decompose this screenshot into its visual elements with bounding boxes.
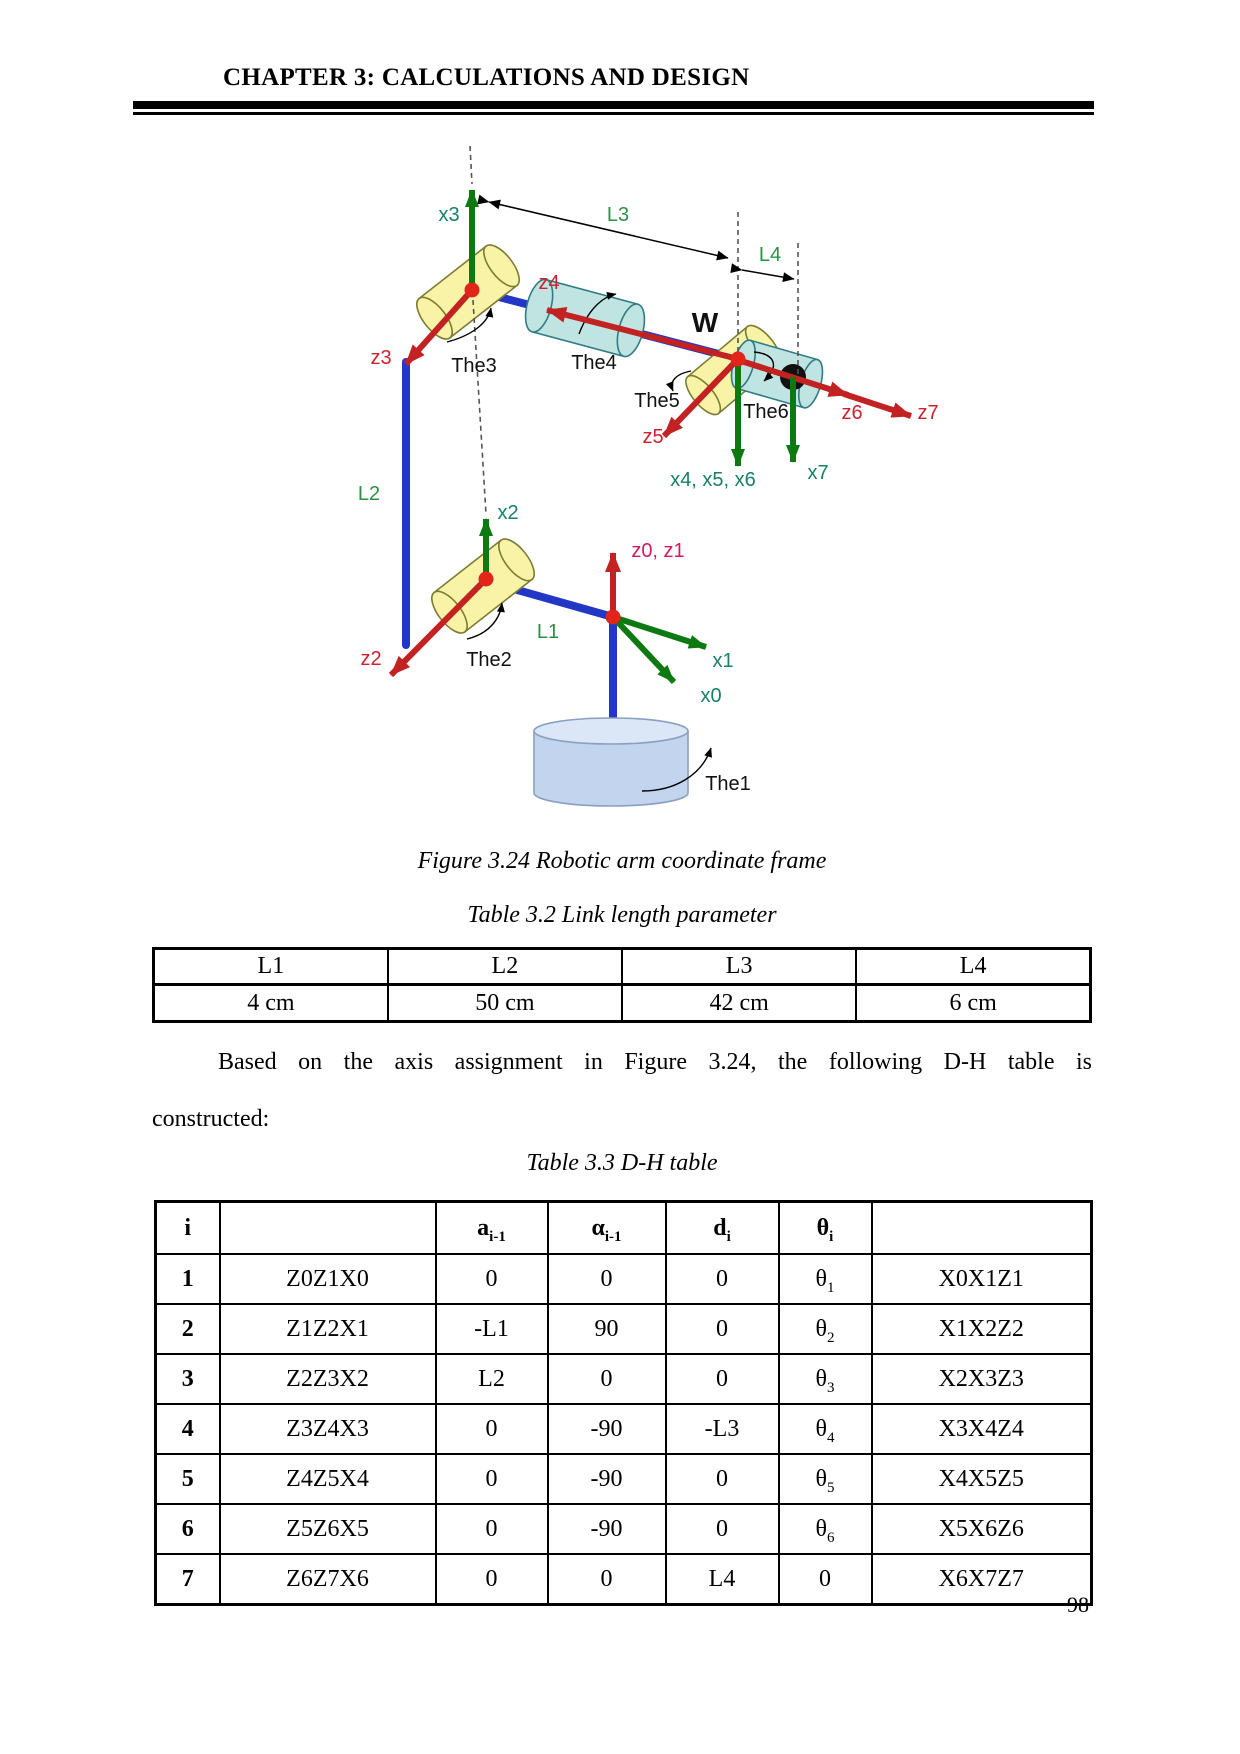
dh-header-theta-sub: i <box>829 1228 834 1245</box>
link-length-header-row <box>154 949 1091 985</box>
dh-header-theta <box>779 1202 872 1255</box>
dh-header-row <box>156 1202 1092 1255</box>
link-length-table <box>152 947 1092 1023</box>
label-x1: x1 <box>712 650 734 672</box>
dh-cell: -90 <box>548 1454 666 1504</box>
label-L4: L4 <box>758 244 782 266</box>
dh-cell: Z6Z7X6 <box>220 1554 436 1605</box>
link-length-value-row <box>154 985 1091 1022</box>
dh-header-d-sub: i <box>726 1228 731 1245</box>
theta-base: θ <box>815 1365 827 1392</box>
table-3-3-caption: Table 3.3 D-H table <box>526 1150 718 1176</box>
dh-cell: 0 <box>436 1404 548 1454</box>
dh-cell: Z1Z2X1 <box>220 1304 436 1354</box>
label-the2: The2 <box>466 649 512 671</box>
dh-cell: 0 <box>666 1454 779 1504</box>
dh-cell: X5X6Z6 <box>872 1504 1092 1554</box>
dh-cell: 0 <box>548 1254 666 1304</box>
dh-header-d-base: d <box>713 1214 727 1241</box>
chapter-title: CHAPTER 3: CALCULATIONS AND DESIGN <box>223 64 750 91</box>
t32-value-L2: 50 cm <box>388 985 622 1022</box>
t32-value-L1: 4 cm <box>154 985 388 1022</box>
dh-header-theta-base: θ <box>816 1214 830 1241</box>
t32-header-L1: L1 <box>154 949 388 985</box>
dh-cell: -90 <box>548 1404 666 1454</box>
label-L1: L1 <box>536 621 560 643</box>
theta-sub: 6 <box>827 1529 835 1546</box>
robot-base <box>534 718 688 806</box>
dh-header-i: i <box>156 1202 220 1255</box>
label-z2: z2 <box>360 648 382 670</box>
t32-header-L4: L4 <box>856 949 1090 985</box>
label-z0-z1: z0, z1 <box>631 540 685 562</box>
dh-cell: 5 <box>156 1454 220 1504</box>
theta-sub: 4 <box>827 1429 835 1446</box>
dh-cell: X4X5Z5 <box>872 1454 1092 1504</box>
paragraph-line-2: constructed: <box>152 1106 270 1132</box>
label-x0: x0 <box>700 685 722 707</box>
dh-cell: 0 <box>548 1554 666 1605</box>
dimension-lines <box>489 202 794 279</box>
dh-cell-theta <box>779 1304 872 1354</box>
table-3-2-caption: Table 3.2 Link length parameter <box>467 902 777 928</box>
dh-header-a-base: a <box>477 1214 490 1241</box>
dh-cell: 3 <box>156 1354 220 1404</box>
dh-row-5 <box>156 1454 1092 1504</box>
dh-cell: 7 <box>156 1554 220 1605</box>
dh-header-alpha-sub: i-1 <box>604 1228 622 1245</box>
t32-header-L2: L2 <box>388 949 622 985</box>
dh-cell: L2 <box>436 1354 548 1404</box>
dh-cell: X2X3Z3 <box>872 1354 1092 1404</box>
dh-cell: X0X1Z1 <box>872 1254 1092 1304</box>
dh-row-6 <box>156 1504 1092 1554</box>
label-z4: z4 <box>538 272 560 294</box>
theta-base: θ <box>815 1315 827 1342</box>
t32-value-L3: 42 cm <box>622 985 856 1022</box>
dh-cell: Z0Z1X0 <box>220 1254 436 1304</box>
dh-row-7 <box>156 1554 1092 1605</box>
body-paragraph <box>152 1034 1092 1148</box>
label-L3: L3 <box>606 204 630 226</box>
dh-cell: Z3Z4X3 <box>220 1404 436 1454</box>
dh-header-alpha-base: α <box>591 1214 605 1241</box>
theta-sub: 1 <box>827 1279 835 1296</box>
dh-cell: 6 <box>156 1504 220 1554</box>
dh-cell-theta <box>779 1504 872 1554</box>
theta-base: 0 <box>819 1565 831 1592</box>
theta-base: θ <box>815 1415 827 1442</box>
dh-row-1 <box>156 1254 1092 1304</box>
dh-cell: Z5Z6X5 <box>220 1504 436 1554</box>
theta-base: θ <box>815 1265 827 1292</box>
dh-cell: 0 <box>436 1454 548 1504</box>
label-z3: z3 <box>370 347 392 369</box>
dh-cell: Z4Z5X4 <box>220 1454 436 1504</box>
header-rule-thick <box>133 101 1094 109</box>
label-x4-x5-x6: x4, x5, x6 <box>670 469 756 491</box>
label-z6: z6 <box>841 402 863 424</box>
label-the5: The5 <box>634 390 680 412</box>
dh-cell: 0 <box>436 1254 548 1304</box>
label-the3: The3 <box>451 355 497 377</box>
dh-cell: 0 <box>548 1354 666 1404</box>
dh-cell: 0 <box>666 1504 779 1554</box>
dh-cell-theta <box>779 1404 872 1454</box>
dh-cell: L4 <box>666 1554 779 1605</box>
dh-cell: 0 <box>666 1304 779 1354</box>
dh-header-frames <box>220 1202 436 1255</box>
t32-header-L3: L3 <box>622 949 856 985</box>
dh-cell: Z2Z3X2 <box>220 1354 436 1404</box>
figure-caption: Figure 3.24 Robotic arm coordinate frame <box>417 848 827 874</box>
label-x2: x2 <box>497 502 519 524</box>
dh-cell: 2 <box>156 1304 220 1354</box>
dh-row-4 <box>156 1404 1092 1454</box>
label-z7: z7 <box>917 402 939 424</box>
dh-header-a <box>436 1202 548 1255</box>
label-the4: The4 <box>571 352 617 374</box>
label-the6: The6 <box>743 401 789 423</box>
dh-cell-theta <box>779 1254 872 1304</box>
label-z5: z5 <box>642 426 664 448</box>
page-number: 98 <box>1067 1592 1089 1617</box>
figure-robot-arm <box>300 130 960 820</box>
dh-cell-theta <box>779 1354 872 1404</box>
dh-header-alpha <box>548 1202 666 1255</box>
dh-cell: -90 <box>548 1504 666 1554</box>
dh-header-d <box>666 1202 779 1255</box>
dh-cell: 90 <box>548 1304 666 1354</box>
theta-sub: 5 <box>827 1479 835 1496</box>
x-axes <box>472 190 793 682</box>
dh-header-result <box>872 1202 1092 1255</box>
dh-cell: -L1 <box>436 1304 548 1354</box>
dh-cell-theta <box>779 1554 872 1605</box>
header-rule-thin <box>133 112 1094 115</box>
dh-table <box>154 1200 1093 1606</box>
dh-header-a-sub: i-1 <box>489 1228 506 1245</box>
paragraph-line-1: Based on the axis assignment in Figure 3.24, the following D-H table is <box>218 1049 1092 1075</box>
dh-cell: X6X7Z7 <box>872 1554 1092 1605</box>
label-x7: x7 <box>807 462 829 484</box>
label-the1: The1 <box>705 773 751 795</box>
t32-value-L4: 6 cm <box>856 985 1090 1022</box>
dh-cell: X3X4Z4 <box>872 1404 1092 1454</box>
theta-base: θ <box>815 1465 827 1492</box>
dh-cell: 1 <box>156 1254 220 1304</box>
dh-cell: 0 <box>436 1554 548 1605</box>
label-L2: L2 <box>357 483 381 505</box>
theta-base: θ <box>815 1515 827 1542</box>
dh-cell: 0 <box>666 1354 779 1404</box>
dh-row-3 <box>156 1354 1092 1404</box>
dh-cell: 4 <box>156 1404 220 1454</box>
label-wrist-w: W <box>691 307 719 338</box>
dh-cell: 0 <box>666 1254 779 1304</box>
dh-cell: -L3 <box>666 1404 779 1454</box>
theta-sub: 3 <box>827 1379 835 1396</box>
dh-cell: X1X2Z2 <box>872 1304 1092 1354</box>
dh-cell: 0 <box>436 1504 548 1554</box>
theta-sub: 2 <box>827 1329 835 1346</box>
dh-cell-theta <box>779 1454 872 1504</box>
dh-row-2 <box>156 1304 1092 1354</box>
label-x3: x3 <box>438 204 460 226</box>
